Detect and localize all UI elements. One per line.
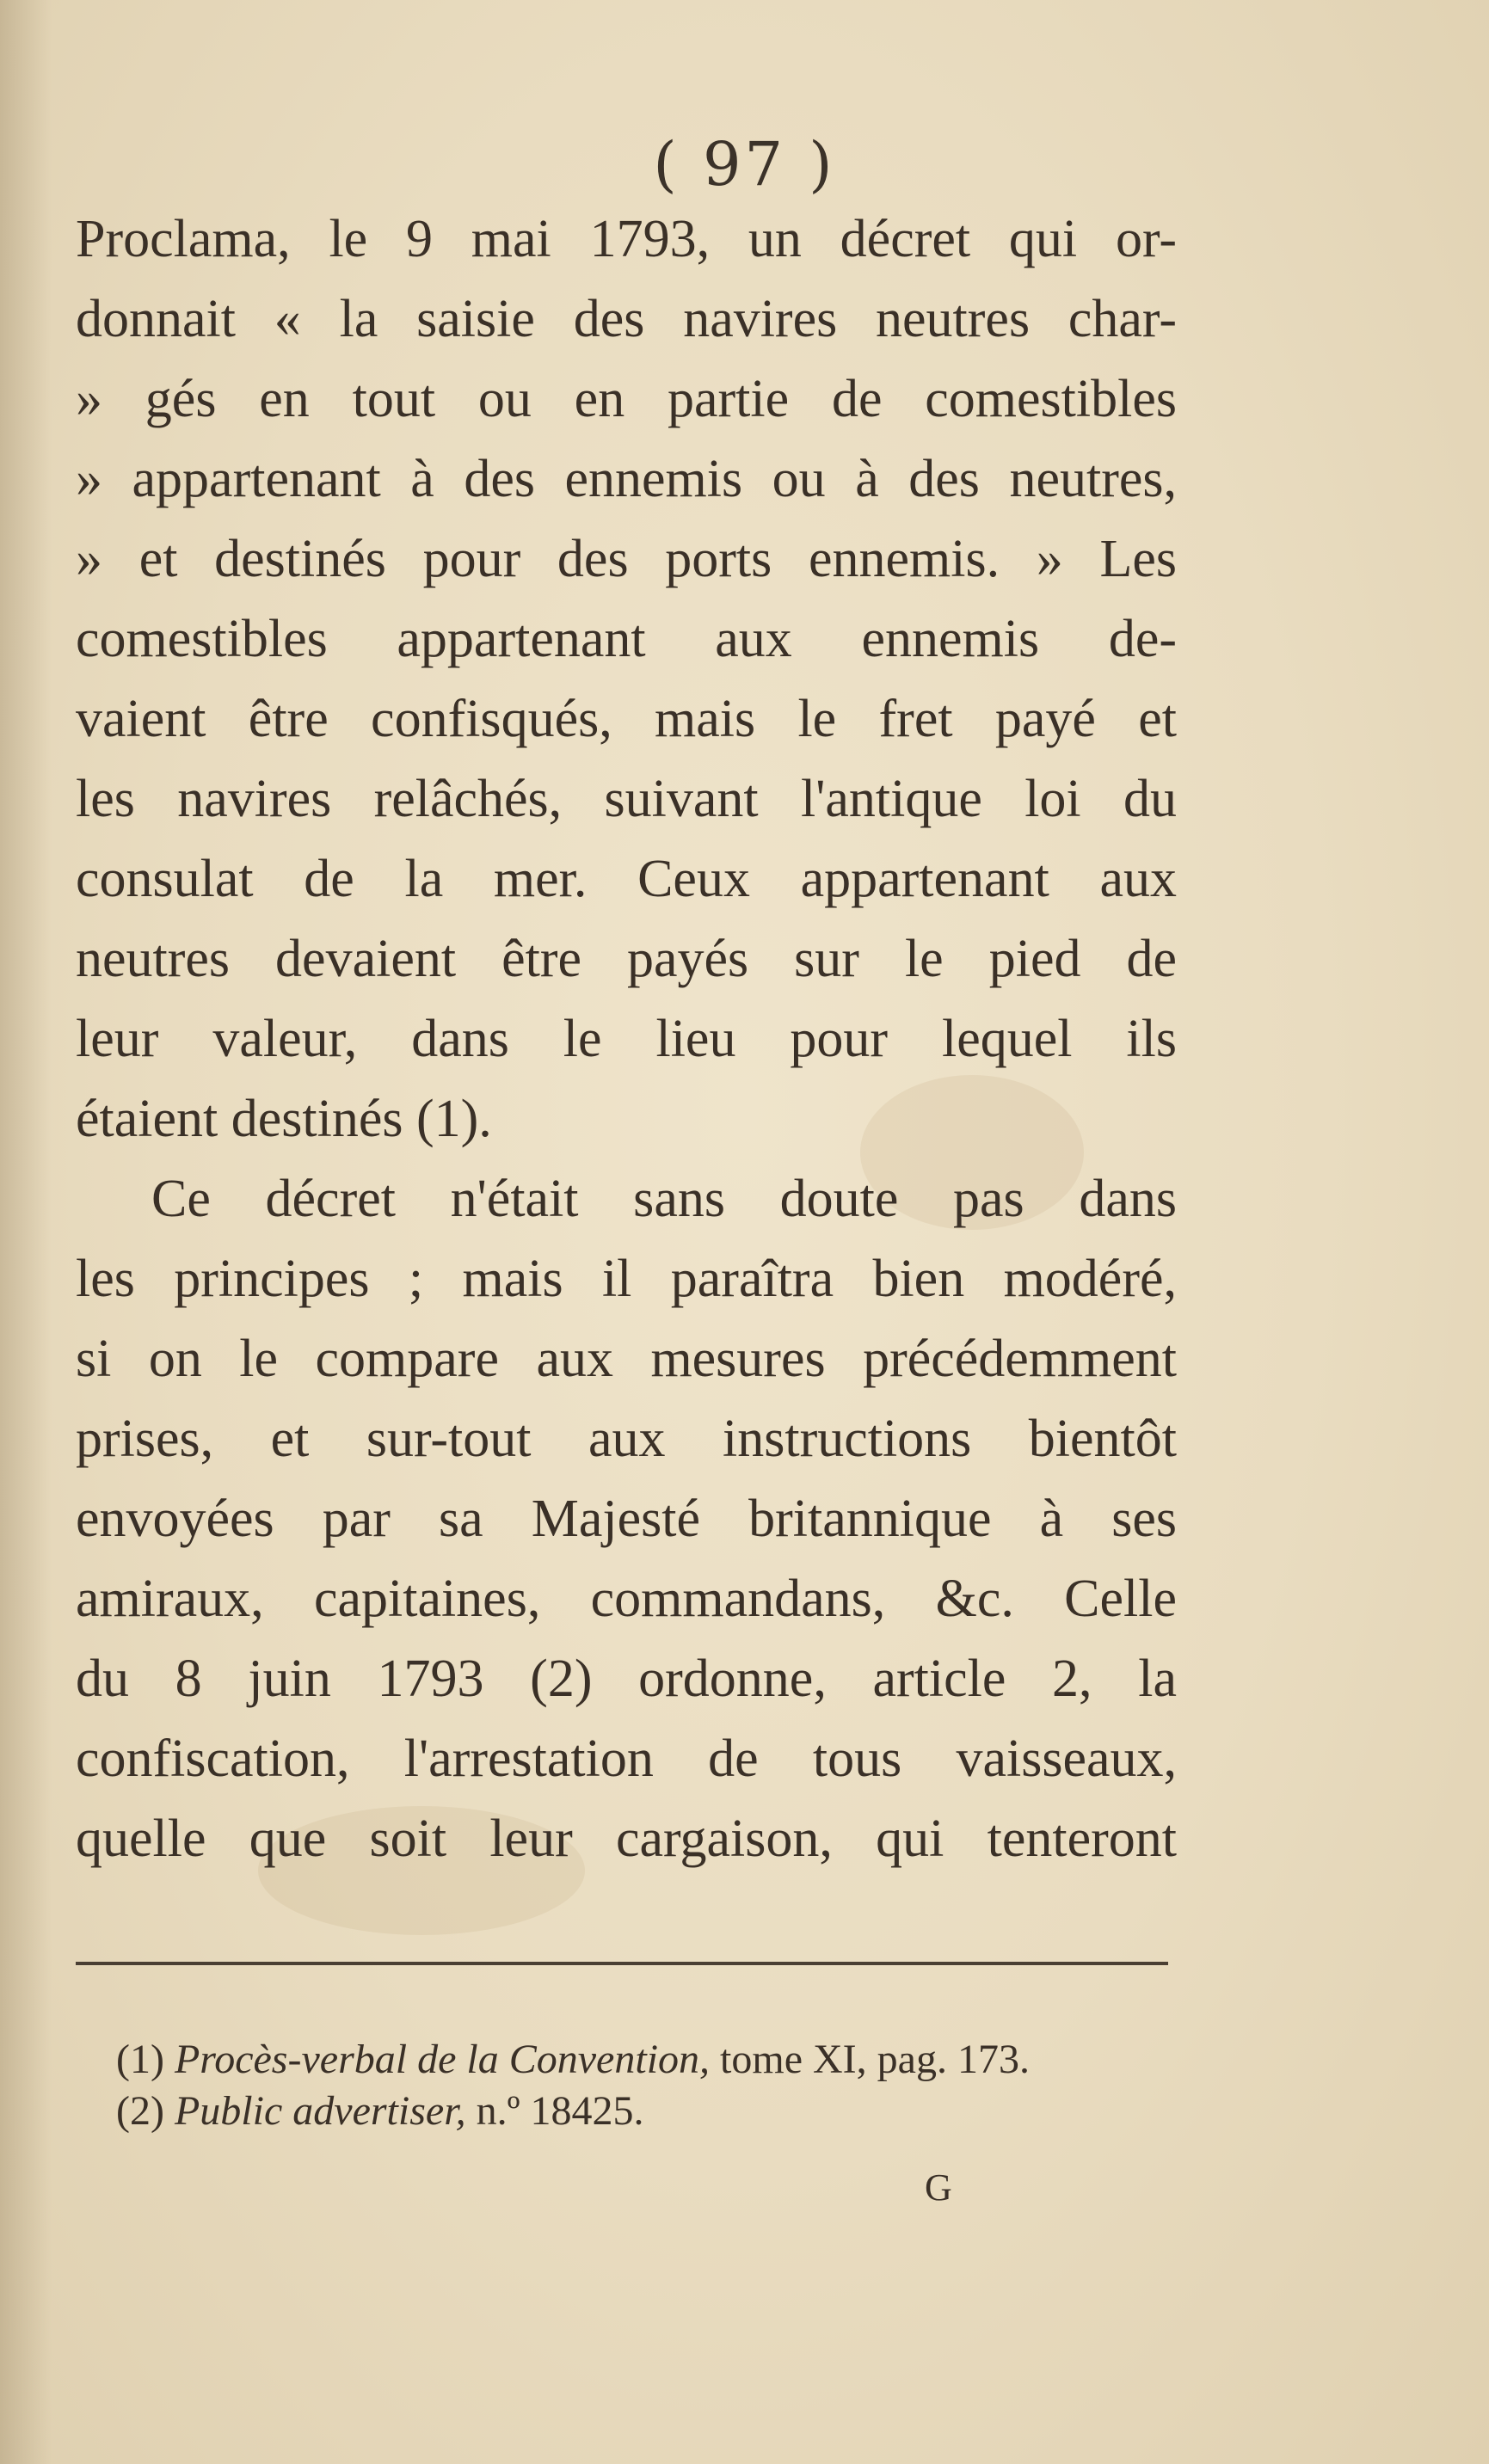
- footnotes: [116, 2034, 1183, 2137]
- text-line: amiraux, capitaines, commandans, &c. Celle: [76, 1570, 1177, 1628]
- signature-mark: G: [925, 2166, 952, 2209]
- text-line: vaient être confisqués, mais le fret payé et: [76, 690, 1177, 748]
- text-line: du 8 juin 1793 (2) ordonne, article 2, la: [76, 1650, 1177, 1708]
- text-line: si on le compare aux mesures précédemment: [76, 1330, 1177, 1388]
- footnote-reference: tome XI, pag. 173.: [720, 2037, 1030, 2082]
- text-line: consulat de la mer. Ceux appartenant aux: [76, 850, 1177, 908]
- text-line: » gés en tout ou en partie de comestibles: [76, 370, 1177, 428]
- page-number: ( 97 ): [653, 129, 836, 200]
- text-line: comestibles appartenant aux ennemis de-: [76, 610, 1177, 668]
- footnote-2: [116, 2086, 1183, 2137]
- text-line: Ce décret n'était sans doute pas dans: [151, 1170, 1177, 1228]
- text-line: les principes ; mais il paraîtra bien modéré,: [76, 1250, 1177, 1308]
- text-line: confiscation, l'arrestation de tous vaisseaux,: [76, 1730, 1177, 1788]
- footnote-rule: [76, 1962, 1168, 1965]
- footnote-1: [116, 2034, 1183, 2086]
- page-edge-shadow: [0, 0, 52, 2464]
- text-line: les navires relâchés, suivant l'antique loi du: [76, 770, 1177, 828]
- text-line: » et destinés pour des ports ennemis. » Les: [76, 530, 1177, 588]
- footnote-marker: (1): [116, 2037, 164, 2082]
- text-line: prises, et sur-tout aux instructions bientôt: [76, 1410, 1177, 1468]
- text-line: étaient destinés (1).: [76, 1090, 492, 1148]
- text-line: leur valeur, dans le lieu pour lequel ils: [76, 1010, 1177, 1068]
- text-line: envoyées par sa Majesté britannique à ses: [76, 1490, 1177, 1548]
- text-line: donnait « la saisie des navires neutres char-: [76, 290, 1177, 348]
- text-line: quelle que soit leur cargaison, qui tenteront: [76, 1810, 1177, 1868]
- footnote-marker: (2): [116, 2088, 164, 2134]
- body-text: [76, 200, 1177, 1879]
- text-line: » appartenant à des ennemis ou à des neutres,: [76, 450, 1177, 508]
- text-line: neutres devaient être payés sur le pied de: [76, 930, 1177, 988]
- footnote-title: Public advertiser,: [174, 2088, 466, 2134]
- text-line: Proclama, le 9 mai 1793, un décret qui or-: [76, 210, 1177, 268]
- footnote-title: Procès-verbal de la Convention,: [174, 2037, 711, 2082]
- footnote-reference: n.º 18425.: [476, 2088, 644, 2134]
